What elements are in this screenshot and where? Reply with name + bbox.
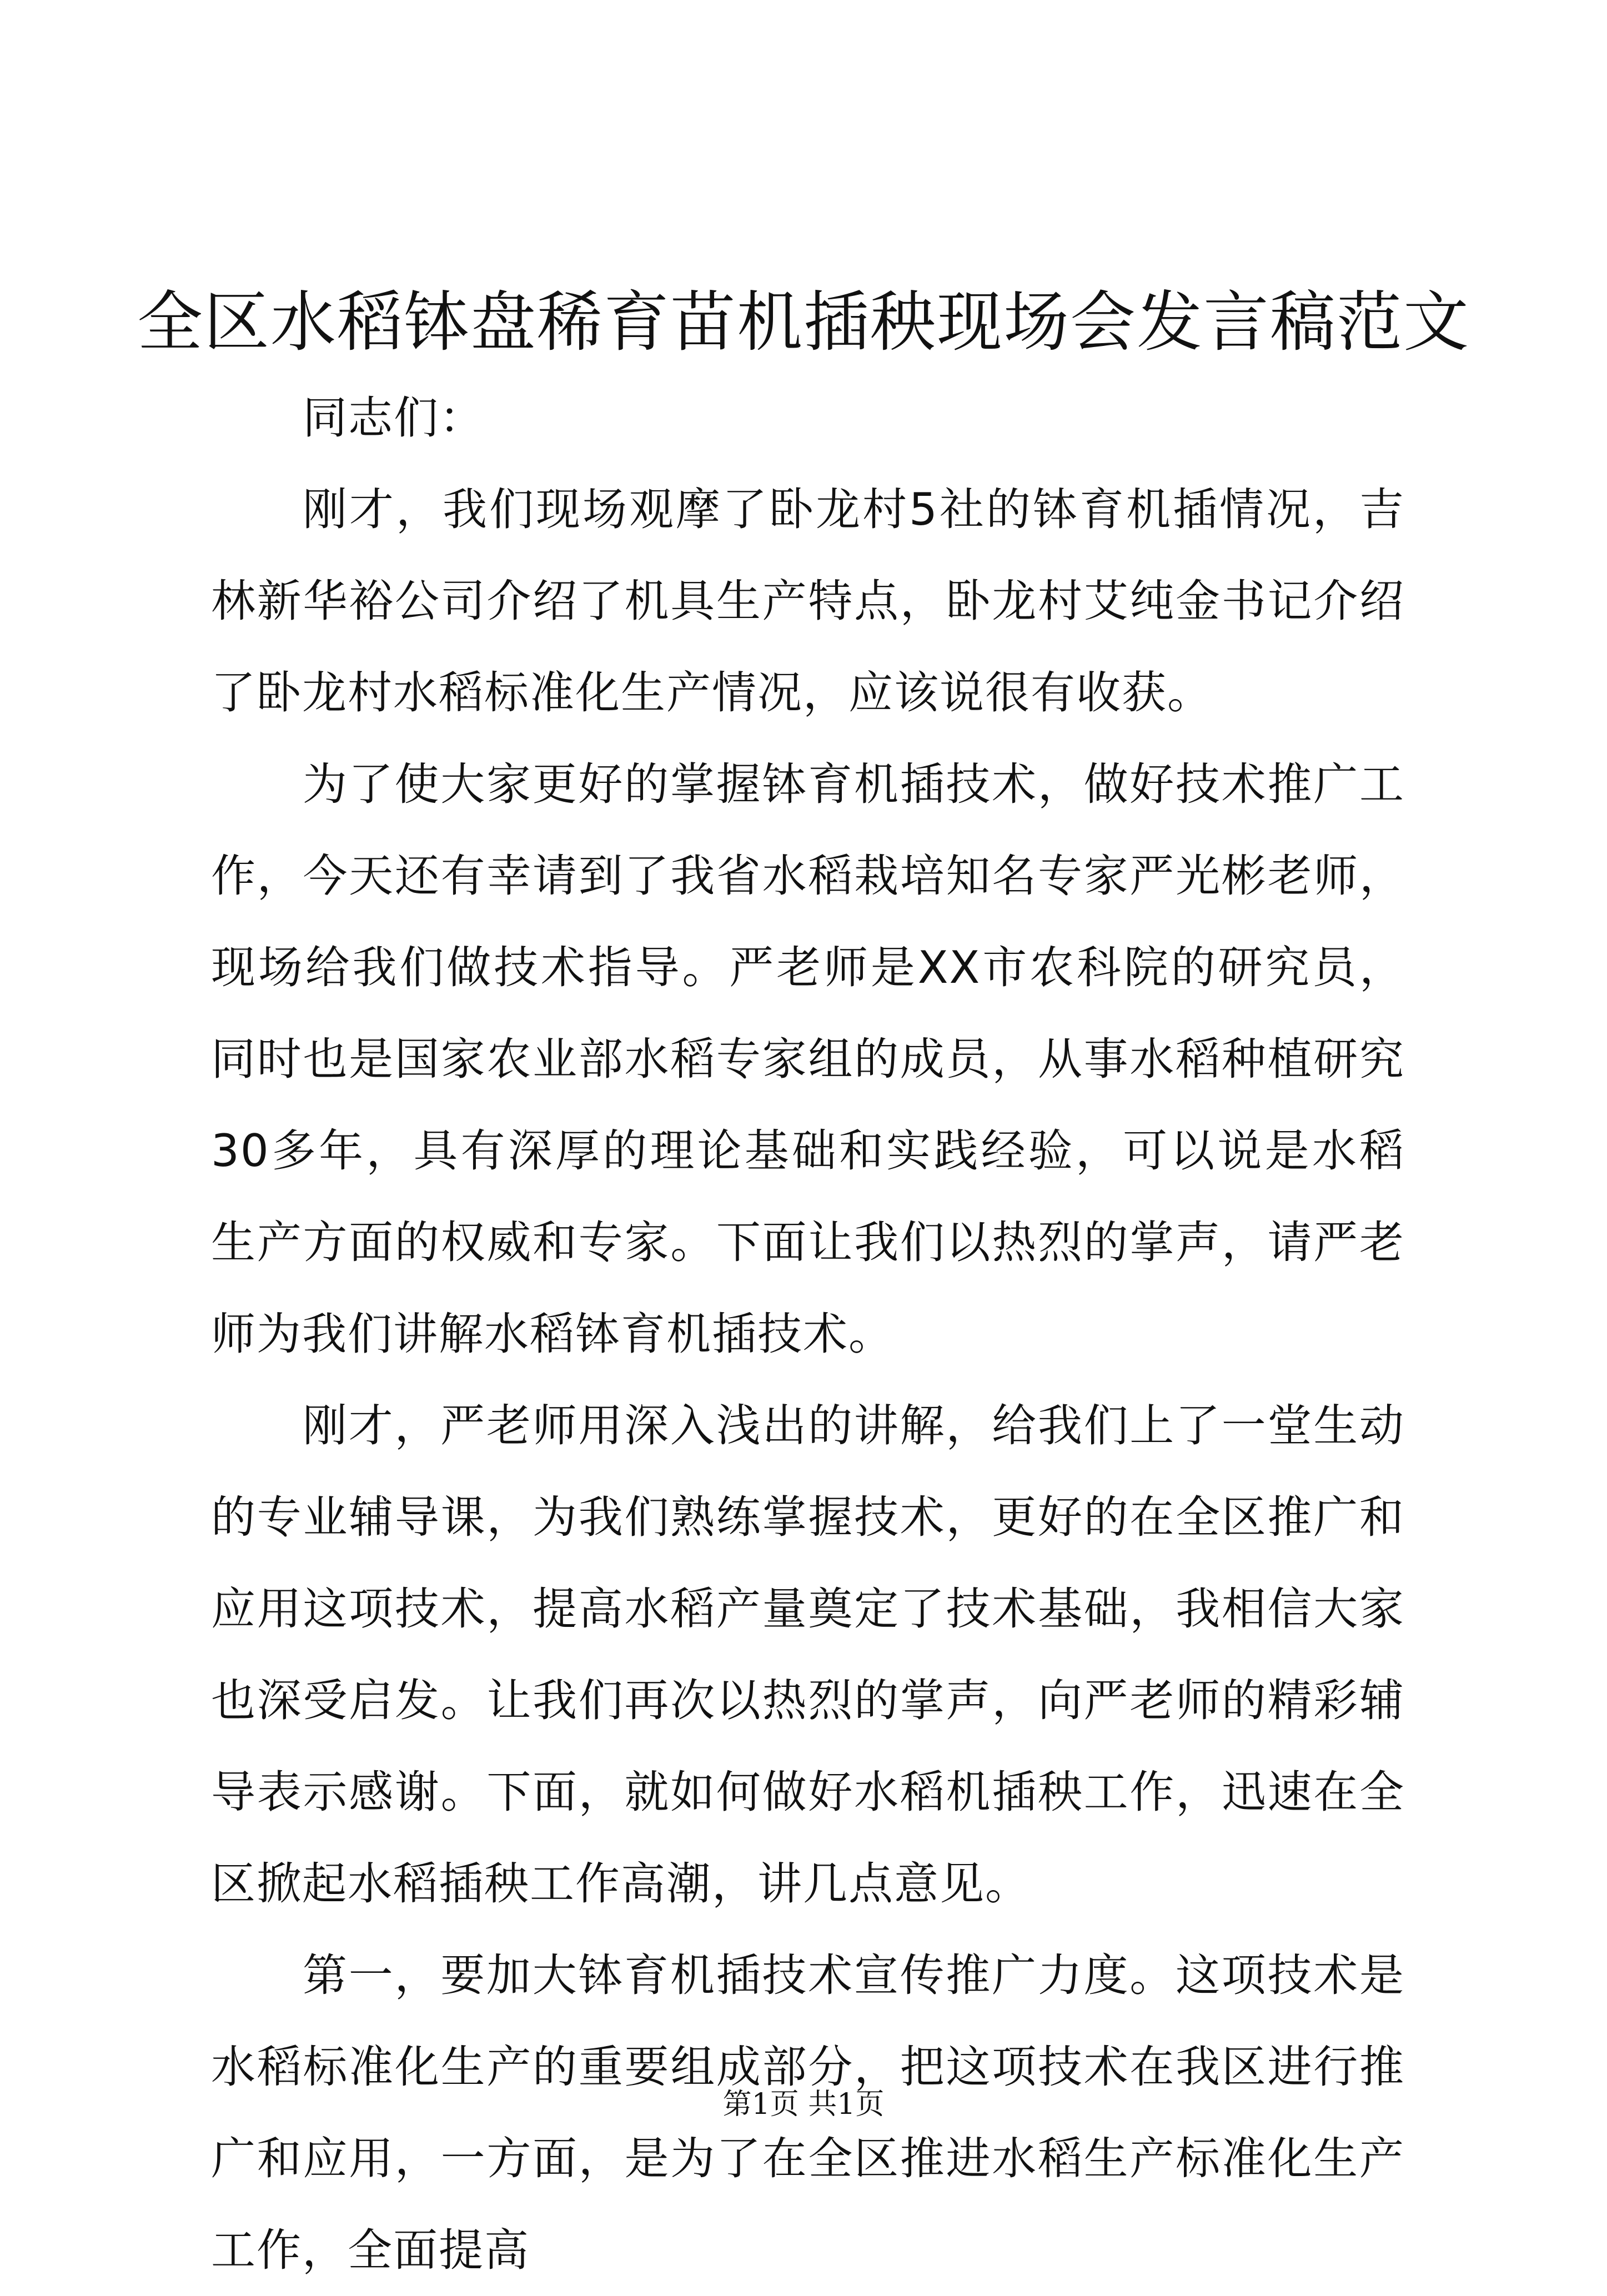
page-number-footer: 第1页 共1页: [722, 2088, 885, 2121]
body-paragraph: 为了使大家更好的掌握钵育机插技术，做好技术推广工作，今天还有幸请到了我省水稻栽培知名专家严光彬老师，现场给我们做技术指导。严老师是XX市农科院的研究员，同时也是国家农业部水稻专家组的成员，从事水稻种植研究30多年，具有深厚的理论基础和实践经验，可以说是水稻生产方面的权威和专家。下面让我们以热烈的掌声，请严老师为我们讲解水稻钵育机插技术。: [211, 758, 1405, 1360]
document-title: 全区水稻钵盘稀育苗机插秧现场会发言稿范文: [137, 284, 1470, 360]
body-paragraph: 刚才，严老师用深入浅出的讲解，给我们上了一堂生动的专业辅导课，为我们熟练掌握技术，更好的在全区推广和应用这项技术，提高水稻产量奠定了技术基础，我相信大家也深受启发。让我们再次以热烈的掌声，向严老师的精彩辅导表示感谢。下面，就如何做好水稻机插秧工作，迅速在全区掀起水稻插秧工作高潮，讲几点意见。: [211, 1400, 1405, 1910]
body-paragraph: 刚才，我们现场观摩了卧龙村5社的钵育机插情况，吉林新华裕公司介绍了机具生产特点，卧龙村艾纯金书记介绍了卧龙村水稻标准化生产情况，应该说很有收获。: [211, 484, 1405, 719]
salutation-paragraph: 同志们：: [303, 392, 485, 444]
document-body: [211, 372, 1405, 2296]
body-paragraph: 第一，要加大钵育机插技术宣传推广力度。这项技术是水稻标准化生产的重要组成部分，把这项技术在我区进行推广和应用，一方面，是为了在全区推进水稻生产标准化生产工作，全面提高: [211, 1950, 1405, 2276]
